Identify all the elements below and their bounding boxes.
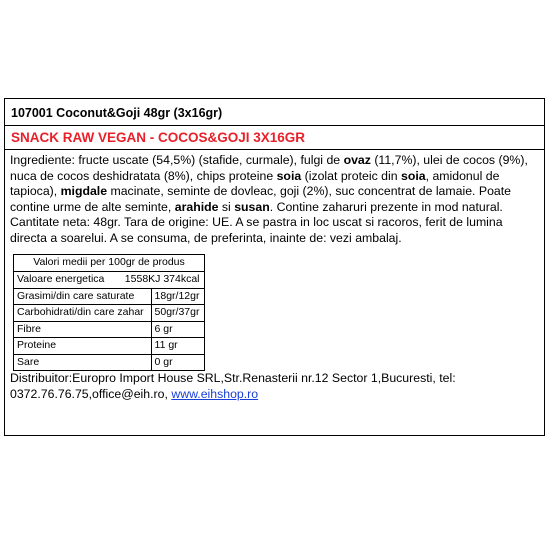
nutrient-name: Proteine bbox=[14, 338, 152, 355]
allergen-soy: soia bbox=[401, 168, 426, 183]
nutrient-value: 1558KJ 374kcal bbox=[124, 273, 200, 285]
table-row bbox=[14, 321, 205, 338]
nutrition-table bbox=[13, 254, 205, 371]
nutrient-value: 6 gr bbox=[151, 321, 204, 338]
distributor-text bbox=[10, 371, 540, 402]
allergen-oats: ovaz bbox=[343, 153, 371, 167]
ingredients-part: Ingrediente: fructe uscate (54,5%) (stafide, curmale), fulgi de bbox=[10, 153, 344, 167]
product-title: SNACK RAW VEGAN - COCOS&GOJI 3X16GR bbox=[5, 126, 544, 150]
nutrition-header: Valori medii per 100gr de produs bbox=[14, 255, 205, 272]
allergen-sesame: susan bbox=[234, 199, 270, 214]
nutrient-value: 50gr/37gr bbox=[151, 305, 204, 322]
table-row bbox=[14, 305, 205, 322]
allergen-almonds: migdale bbox=[60, 184, 108, 198]
nutrient-name: Valoare energetica bbox=[17, 273, 105, 285]
nutrient-name: Sare bbox=[14, 354, 152, 371]
allergen-soy: soia bbox=[276, 168, 302, 183]
ingredients-part: (11,7%), ulei de cocos (9%), nuca de cocos deshidratata (8%), chips proteine bbox=[10, 153, 528, 183]
nutrient-value: 18gr/12gr bbox=[151, 288, 204, 305]
ingredients-part: si bbox=[218, 199, 235, 214]
nutrient-name: Grasimi/din care saturate bbox=[14, 288, 152, 305]
nutrient-value: 11 gr bbox=[151, 338, 204, 355]
ingredients-part: macinate, seminte de dovleac, goji (2%), suc concentrat de lamaie. Poate contine urme de alte seminte, bbox=[10, 184, 512, 214]
nutrient-name: Fibre bbox=[14, 321, 152, 338]
net-quantity-storage: Cantitate neta: 48gr. Tara de origine: UE. A se pastra in loc uscat si racoros, ferit de lumina directa a soarelui. A se consuma, de preferinta, inainte de: vezi ambalaj. bbox=[10, 215, 503, 245]
website-link[interactable]: www.eihshop.ro bbox=[171, 386, 259, 401]
label-body bbox=[5, 150, 544, 402]
product-code-line: 107001 Coconut&Goji 48gr (3x16gr) bbox=[5, 99, 544, 126]
nutrient-name: Carbohidrati/din care zahar bbox=[14, 305, 152, 322]
ingredients-text bbox=[10, 153, 540, 215]
table-row bbox=[14, 338, 205, 355]
ingredients-part: . Contine zaharuri prezente in mod natural. bbox=[269, 199, 503, 214]
ingredients-part: (izolat proteic din bbox=[301, 168, 401, 183]
nutrient-value: 0 gr bbox=[151, 354, 204, 371]
table-row bbox=[14, 272, 205, 289]
ingredients-part: , amidonul de tapioca), bbox=[10, 168, 500, 198]
distributor-details: Distribuitor:Europro Import House SRL,Str.Renasterii nr.12 Sector 1,Bucuresti, tel: 0372.76.76.75,office@eih.ro, bbox=[10, 371, 456, 401]
table-row bbox=[14, 288, 205, 305]
allergen-peanuts: arahide bbox=[174, 199, 219, 214]
product-label bbox=[4, 98, 545, 436]
table-row bbox=[14, 354, 205, 371]
nutrition-energy bbox=[14, 272, 205, 289]
